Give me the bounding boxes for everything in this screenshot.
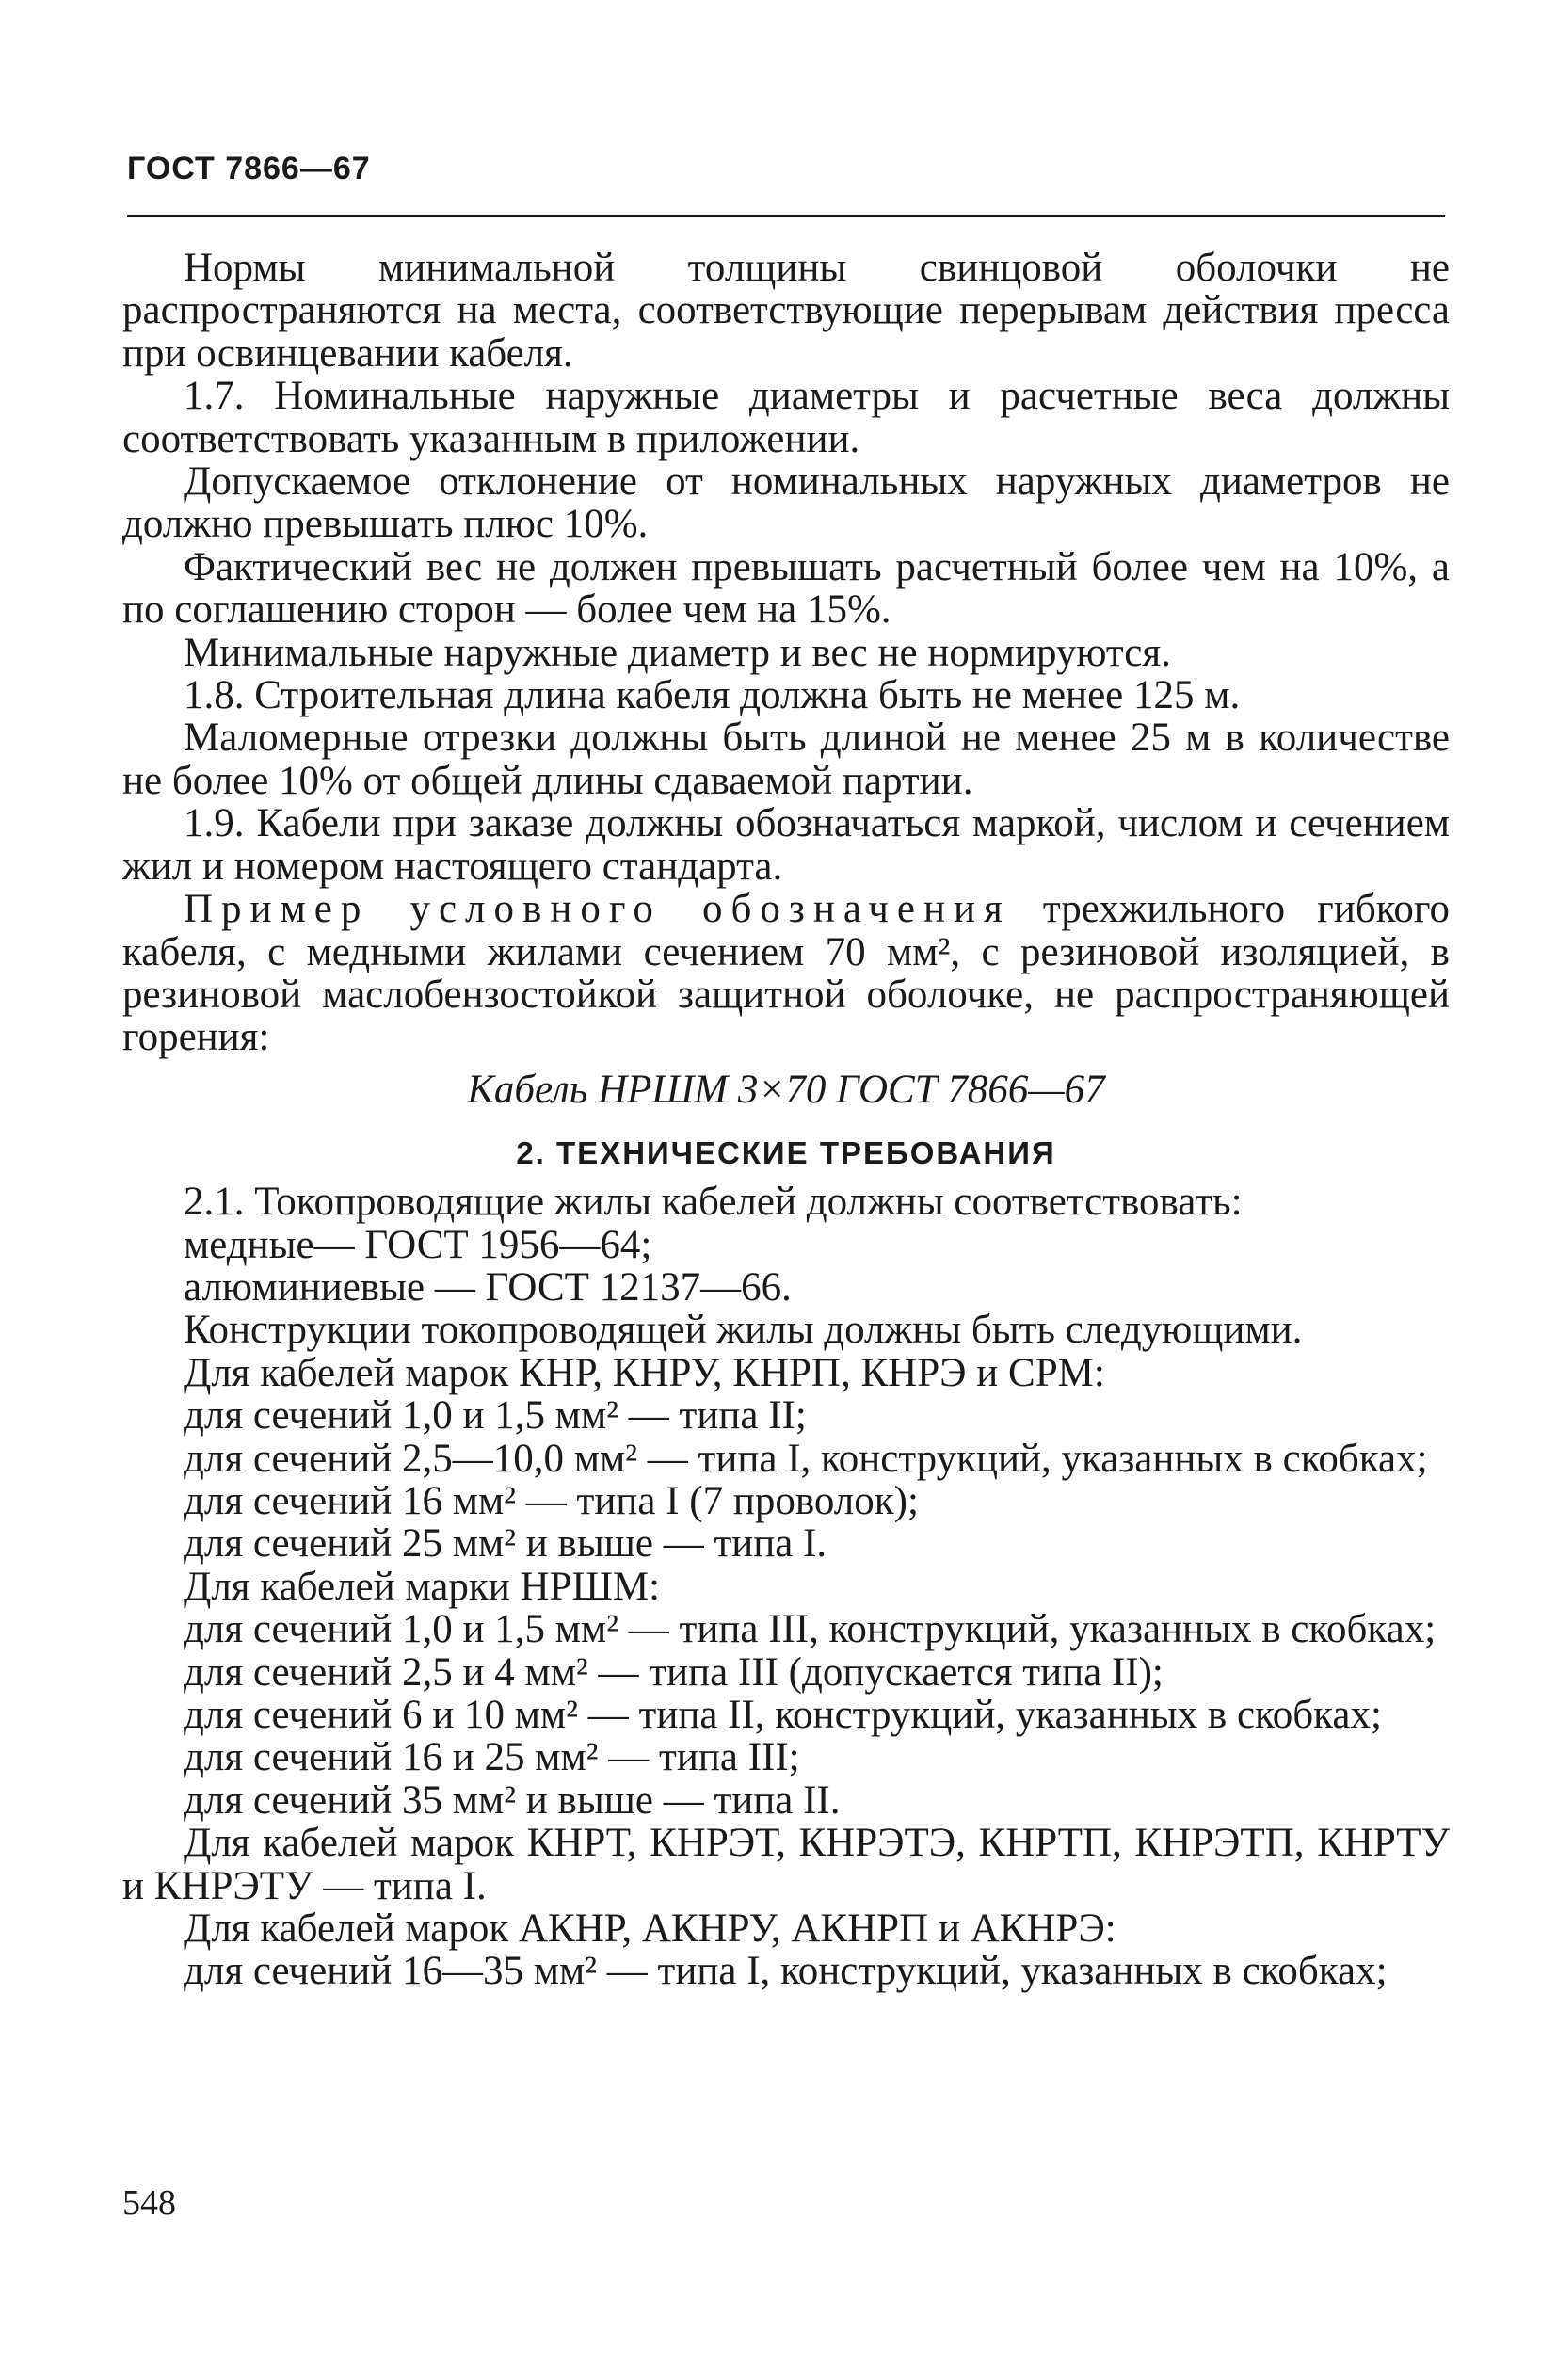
requirement-line: для сечений 2,5 и 4 мм² — типа III (допускается типа II); [184, 1649, 1164, 1695]
requirement-line: Для кабелей марок АКНР, АКНРУ, АКНРП и АКНРЭ: [184, 1906, 1116, 1952]
requirement-line: для сечений 25 мм² и выше — типа I. [184, 1521, 827, 1567]
requirement-line: для сечений 16 и 25 мм² — типа III; [184, 1735, 800, 1780]
requirement-line: медные— ГОСТ 1956—64; [184, 1222, 652, 1267]
paragraph: Допускаемое отклонение от номинальных наружных диаметров не должно превышать плюс 10%. [122, 459, 1450, 547]
requirement-line: для сечений 35 мм² и выше — типа II. [184, 1777, 841, 1823]
example-spaced-label: Пример условного обозначения [184, 887, 1011, 932]
page-number: 548 [122, 2183, 176, 2223]
paragraph: 1.7. Номинальные наружные диаметры и расчетные веса должны соответствовать указанным в приложении. [122, 374, 1450, 461]
example-formula: Кабель НРШМ 3×70 ГОСТ 7866—67 [467, 1067, 1105, 1112]
requirement-line: для сечений 16—35 мм² — типа I, конструкций, указанных в скобках; [184, 1949, 1388, 1994]
requirement-line: для сечений 2,5—10,0 мм² — типа I, конструкций, указанных в скобках; [184, 1436, 1428, 1481]
requirement-line: Для кабелей марки НРШМ: [184, 1564, 661, 1609]
requirement-line: алюминиевые — ГОСТ 12137—66. [184, 1264, 792, 1310]
paragraph: 1.8. Строительная длина кабеля должна быть не менее 125 м. [184, 673, 1241, 718]
example-paragraph [122, 888, 1450, 1059]
paragraph: Фактический вес не должен превышать расчетный более чем на 10%, а по соглашению сторон — более чем на 15%. [122, 544, 1450, 633]
section-title: 2. ТЕХНИЧЕСКИЕ ТРЕБОВАНИЯ [516, 1135, 1056, 1171]
requirement-line: для сечений 1,0 и 1,5 мм² — типа III, конструкций, указанных в скобках; [184, 1607, 1437, 1652]
requirement-line: 2.1. Токопроводящие жилы кабелей должны соответствовать: [184, 1180, 1243, 1225]
example-text: трехжильного гибкого кабеля, с медными жилами сечением 70 мм², с резиновой изоляцией, в резиновой маслобензостойкой защитной оболочке, не распространяющей горения: [122, 887, 1450, 1060]
header-divider [127, 215, 1445, 217]
paragraph: Минимальные наружные диаметр и вес не нормируются. [184, 630, 1171, 675]
requirement-line: для сечений 1,0 и 1,5 мм² — типа II; [184, 1393, 807, 1439]
requirement-line: для сечений 6 и 10 мм² — типа II, конструкций, указанных в скобках; [184, 1693, 1382, 1737]
requirement-line: Для кабелей марок КНРТ, КНРЭТ, КНРЭТЭ, КНРТП, КНРЭТП, КНРТУ и КНРЭТУ — типа I. [122, 1821, 1450, 1908]
requirement-line: Конструкции токопроводящей жилы должны быть следующими. [184, 1308, 1303, 1353]
document-body [122, 247, 1450, 1993]
paragraph: Нормы минимальной толщины свинцовой оболочки не распространяются на места, соответствующие перерывам действия пресса при освинцевании кабеля. [122, 246, 1450, 376]
paragraph: Маломерные отрезки должны быть длиной не менее 25 м в количестве не более 10% от общей длины сдаваемой партии. [122, 716, 1450, 803]
requirement-line: для сечений 16 мм² — типа I (7 проволок); [184, 1478, 919, 1523]
requirement-line: Для кабелей марок КНР, КНРУ, КНРП, КНРЭ и СРМ: [184, 1350, 1105, 1395]
page-header-title: ГОСТ 7866—67 [127, 151, 371, 186]
paragraph: 1.9. Кабели при заказе должны обозначаться маркой, числом и сечением жил и номером настоящего стандарта. [122, 801, 1450, 889]
